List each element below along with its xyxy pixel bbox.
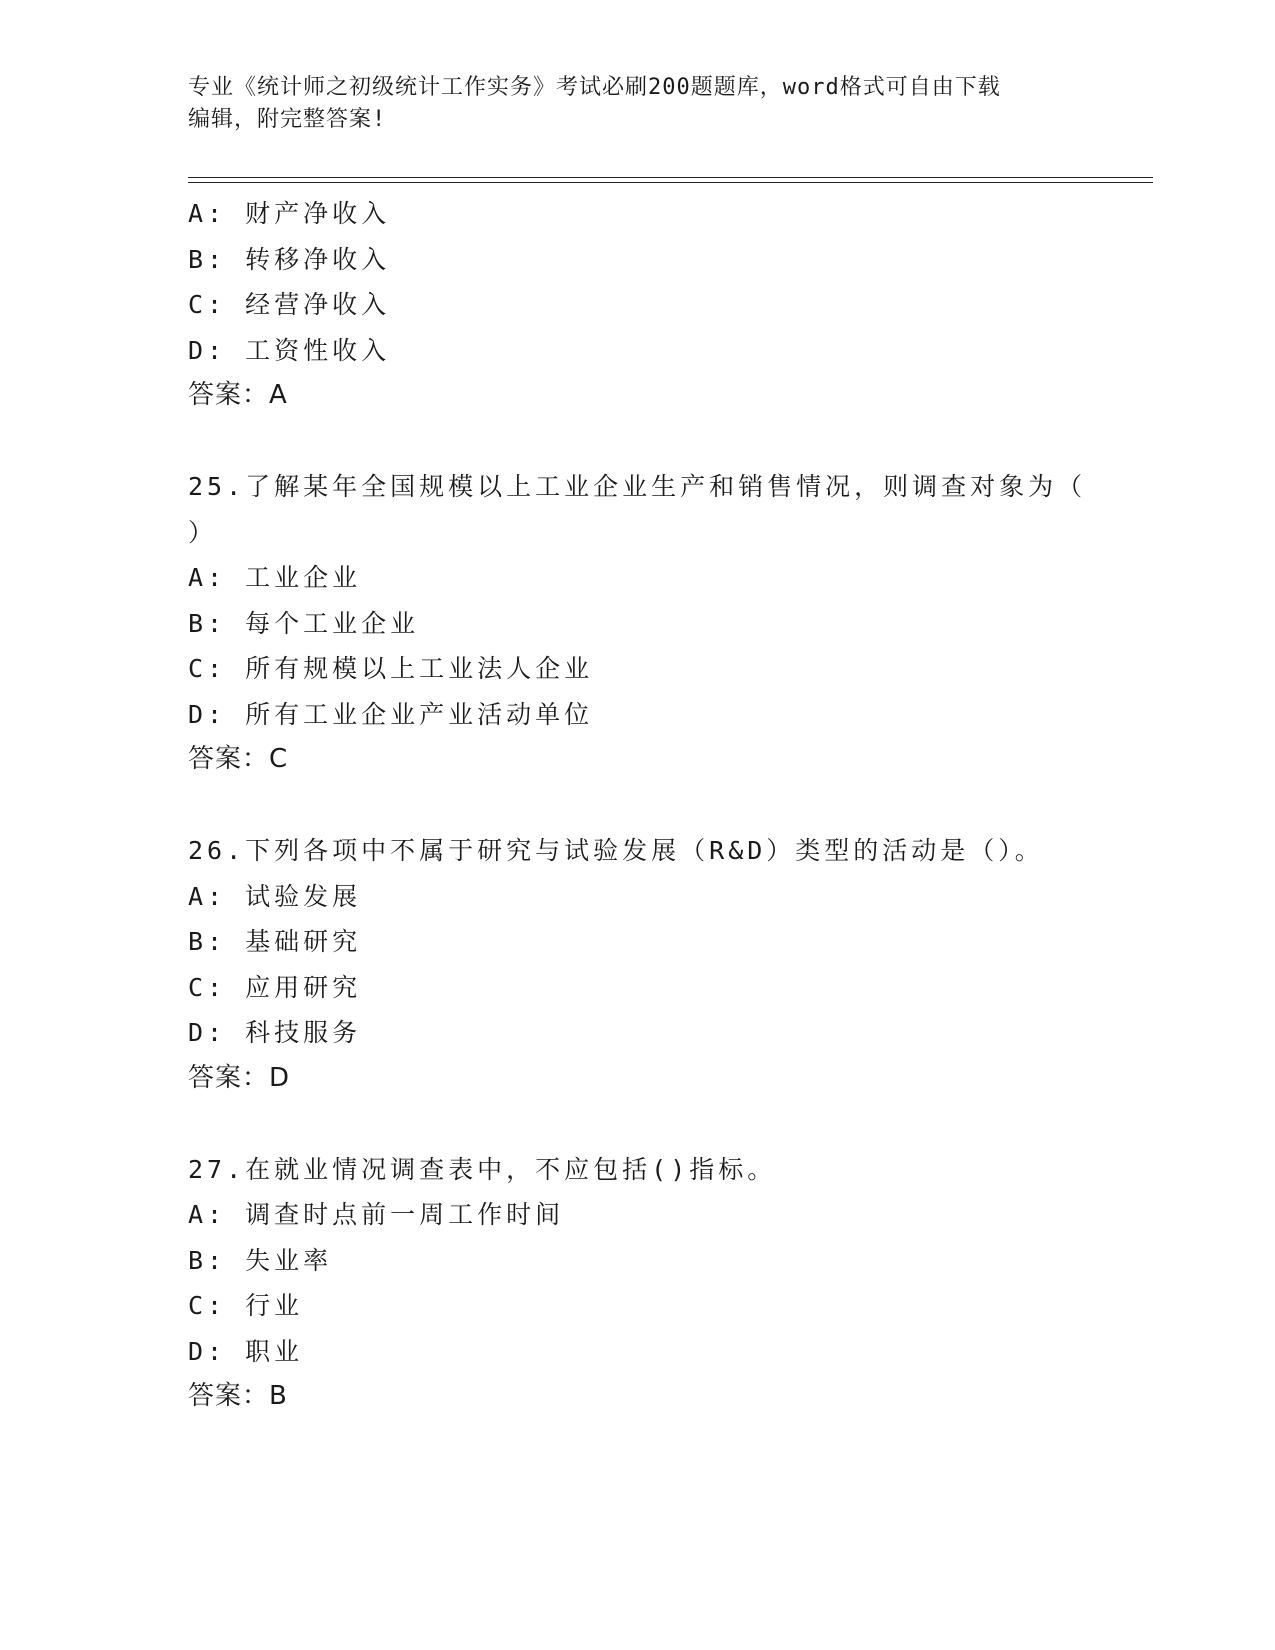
document-header bbox=[188, 72, 1068, 136]
option-c: C: 经营净收入 bbox=[188, 290, 391, 319]
answer-25: 答案：C bbox=[188, 744, 289, 774]
option-c: C: 行业 bbox=[188, 1291, 304, 1320]
question-27-text: 27.在就业情况调查表中，不应包括()指标。 bbox=[188, 1154, 777, 1184]
spacer bbox=[188, 1101, 1088, 1147]
question-list bbox=[188, 191, 1088, 1420]
header-divider-bottom bbox=[188, 182, 1153, 183]
option-d: D: 科技服务 bbox=[188, 1018, 362, 1047]
option-b: B: 基础研究 bbox=[188, 927, 362, 956]
question-24-options bbox=[188, 191, 1088, 419]
option-a: A: 财产净收入 bbox=[188, 199, 391, 228]
answer-26: 答案：D bbox=[188, 1062, 291, 1093]
header-line-2: 编辑，附完整答案! bbox=[188, 107, 387, 132]
header-line-1: 专业《统计师之初级统计工作实务》考试必刷200题题库，word格式可自由下载 bbox=[188, 75, 1001, 100]
question-26 bbox=[188, 828, 1088, 1101]
option-d: D: 所有工业企业产业活动单位 bbox=[188, 699, 594, 729]
question-25-text-line-2: ） bbox=[188, 517, 218, 547]
question-26-text: 26.下列各项中不属于研究与试验发展（R&D）类型的活动是（）。 bbox=[188, 836, 1044, 865]
option-d: D: 职业 bbox=[188, 1336, 304, 1366]
answer-27: 答案：B bbox=[188, 1381, 288, 1411]
question-25 bbox=[188, 464, 1088, 783]
question-27 bbox=[188, 1147, 1088, 1420]
spacer bbox=[188, 783, 1088, 829]
option-c: C: 应用研究 bbox=[188, 972, 362, 1002]
option-d: D: 工资性收入 bbox=[188, 335, 391, 365]
spacer bbox=[188, 419, 1088, 465]
option-a: A: 工业企业 bbox=[188, 563, 362, 592]
option-b: B: 失业率 bbox=[188, 1245, 333, 1275]
option-b: B: 每个工业企业 bbox=[188, 608, 420, 638]
option-b: B: 转移净收入 bbox=[188, 244, 391, 274]
header-divider-top bbox=[188, 177, 1153, 178]
option-a: A: 调查时点前一周工作时间 bbox=[188, 1200, 565, 1229]
option-c: C: 所有规模以上工业法人企业 bbox=[188, 654, 594, 683]
option-a: A: 试验发展 bbox=[188, 881, 362, 911]
answer-24: 答案：A bbox=[188, 380, 288, 410]
question-25-text-line-1: 25.了解某年全国规模以上工业企业生产和销售情况，则调查对象为（ bbox=[188, 472, 1087, 501]
